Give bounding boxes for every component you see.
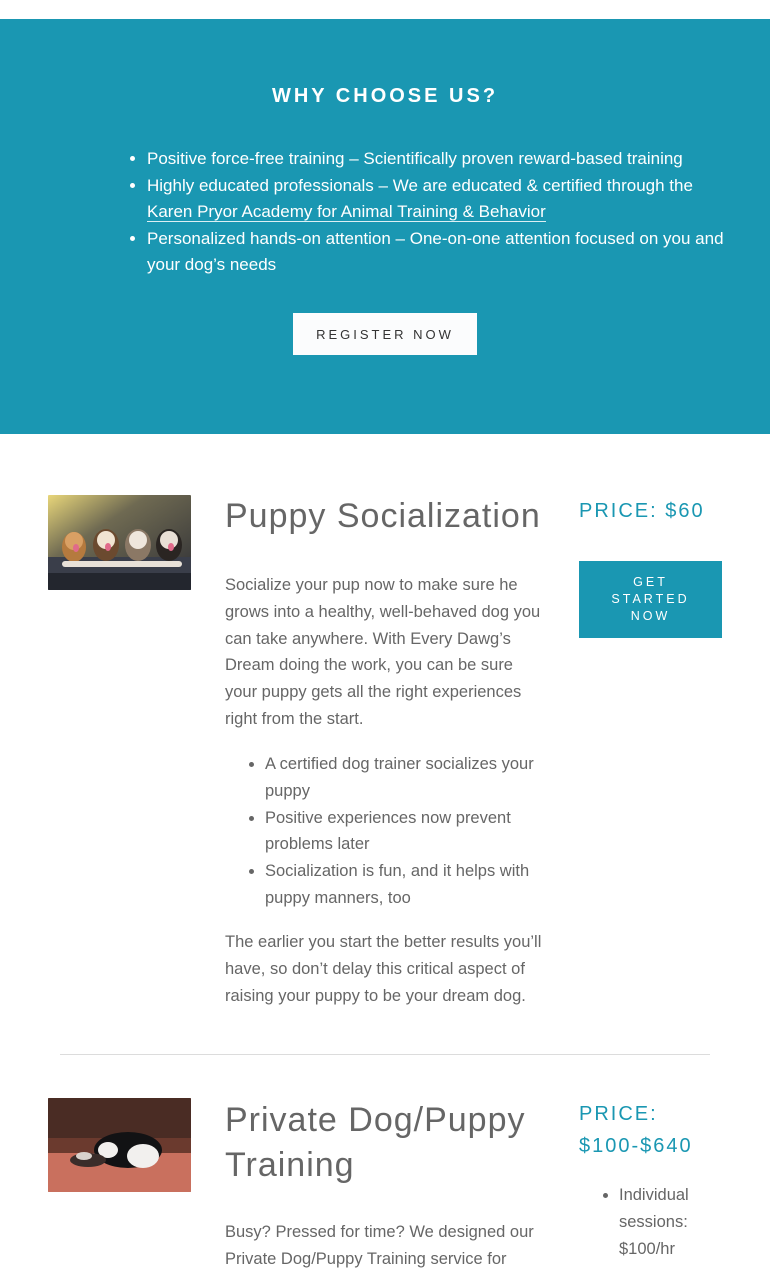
why-item-text: Highly educated professionals – We are educated & certified through the (147, 175, 693, 195)
why-item-text: Personalized hands-on attention – One-on-one attention focused on you and your dog’s needs (147, 228, 724, 274)
why-choose-us-section (0, 19, 770, 434)
private-price: PRICE: $100-$640 (579, 1103, 693, 1157)
why-item (147, 146, 737, 173)
private-intro: Busy? Pressed for time? We designed our Private Dog/Puppy Training service for (225, 1223, 534, 1268)
why-item-text: Positive force-free training – Scientifically proven reward-based training (147, 149, 683, 168)
why-heading: WHY CHOOSE US? (271, 85, 499, 107)
list-item: • Socialization is fun, and it helps with puppy manners, too (265, 858, 547, 912)
private-training-title: Private Dog/Puppy Training (225, 1101, 526, 1184)
why-list (147, 146, 737, 279)
puppies-image (48, 495, 191, 590)
puppy-intro: Socialize your pup now to make sure he grows into a healthy, well-behaved dog you can take anywhere. With Every Dawg’s Dream doing the work, you can be sure your puppy gets all the right experiences right from the start. (225, 576, 541, 728)
puppy-price: PRICE: $60 (579, 500, 705, 522)
private-price-list (619, 1182, 729, 1262)
puppy-benefits-list (265, 751, 547, 912)
puppy-socialization-title: Puppy Socialization (225, 497, 541, 535)
karen-pryor-link[interactable]: Karen Pryor Academy for Animal Training & Behavior (147, 202, 546, 221)
why-item (147, 173, 737, 226)
why-item (147, 226, 737, 279)
puppies-photo (48, 495, 191, 590)
sleeping-puppy-image (48, 1098, 191, 1192)
register-now-button[interactable]: REGISTER NOW (293, 313, 477, 355)
sleeping-puppy-photo (48, 1098, 191, 1192)
list-item: • Individual sessions: $100/hr (619, 1182, 729, 1262)
list-item: • Positive experiences now prevent problems later (265, 805, 547, 859)
get-started-button[interactable]: GET STARTED NOW (579, 561, 722, 638)
puppy-outro: The earlier you start the better results you’ll have, so don’t delay this critical aspect of raising your puppy to be your dream dog. (225, 933, 542, 1005)
list-item: • A certified dog trainer socializes your puppy (265, 751, 547, 805)
section-divider (60, 1054, 710, 1055)
